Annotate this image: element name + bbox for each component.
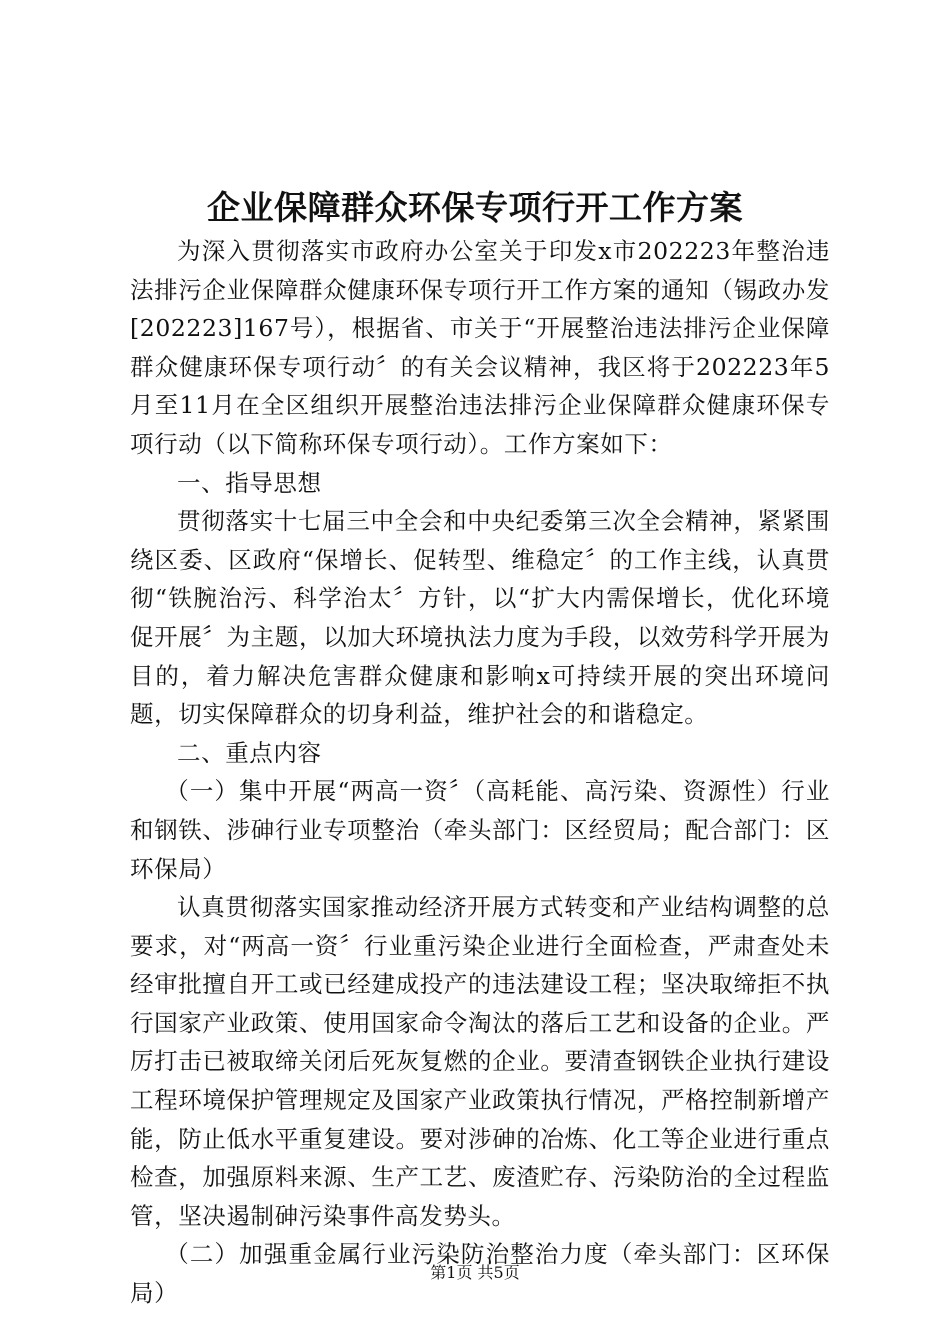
section-heading-key-content: 二、重点内容: [177, 738, 322, 767]
item-heading-1: （一）集中开展“两高一资〞（高耗能、高污染、资源性）行业和钢铁、涉砷行业专项整治（牵头部门：区经贸局；配合部门：区环保局）: [130, 777, 830, 883]
intro-paragraph: 为深入贯彻落实市政府办公室关于印发x市202223年整治违法排污企业保障群众健康环保专项行开工作方案的通知（锡政办发[202223]167号），根据省、市关于“开展整治违法排污企业保障群众健康环保专项行动〞的有关会议精神，我区将于202223年5月至11月在全区组织开展整治违法排污企业保障群众健康环保专项行动（以下简称环保专项行动）。工作方案如下：: [130, 237, 830, 458]
guiding-thought-paragraph: 贯彻落实十七届三中全会和中央纪委第三次全会精神，紧紧围绕区委、区政府“保增长、促转型、维稳定〞的工作主线，认真贯彻“铁腕治污、科学治太〞方针，以“扩大内需保增长，优化环境促开展〞为主题，以加大环境执法力度为手段，以效劳科学开展为目的，着力解决危害群众健康和影响x可持续开展的突出环境问题，切实保障群众的切身利益，维护社会的和谐稳定。: [130, 507, 830, 729]
section-heading-guiding-thought: 一、指导思想: [177, 468, 322, 497]
page-footer: 第1页 共5页: [430, 1263, 520, 1282]
item-1-paragraph: 认真贯彻落实国家推动经济开展方式转变和产业结构调整的总要求，对“两高一资〞行业重污染企业进行全面检查，严肃查处未经审批擅自开工或已经建成投产的违法建设工程；坚决取缔拒不执行国家产业政策、使用国家命令淘汰的落后工艺和设备的企业。严厉打击已被取缔关闭后死灰复燃的企业。要清查钢铁企业执行建设工程环境保护管理规定及国家产业政策执行情况，严格控制新增产能，防止低水平重复建设。要对涉砷的冶炼、化工等企业进行重点检查，加强原料来源、生产工艺、废渣贮存、污染防治的全过程监管，坚决遏制砷污染事件高发势头。: [130, 893, 830, 1230]
document-title: 企业保障群众环保专项行开工作方案: [207, 188, 743, 227]
item-heading-2: （二）加强重金属行业污染防治整治力度（牵头部门：区环保局）: [130, 1240, 830, 1308]
document-body: [130, 232, 830, 1313]
